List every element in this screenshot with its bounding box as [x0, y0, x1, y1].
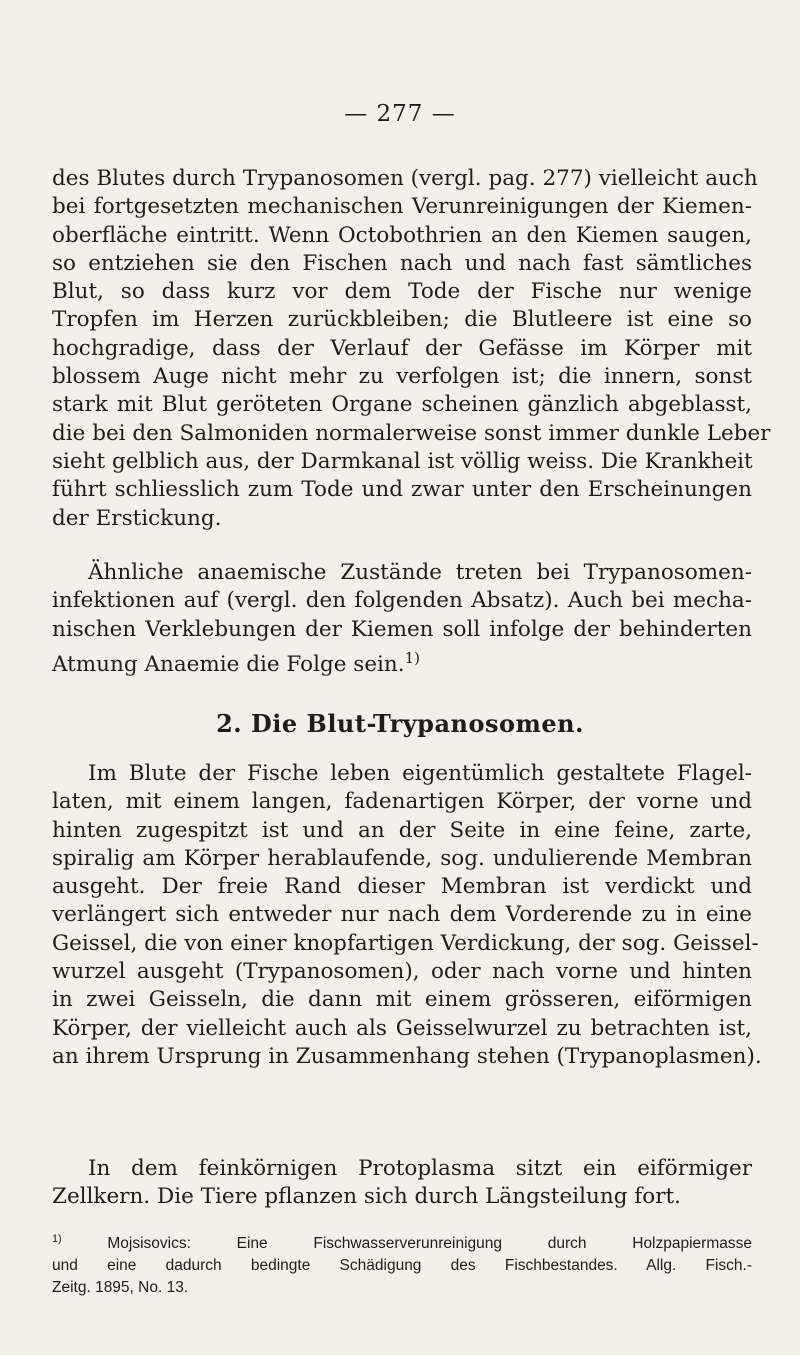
text-line: Tropfen im Herzen zurückbleiben; die Blutleere ist eine so: [52, 307, 752, 333]
text-line: stark mit Blut geröteten Organe scheinen gänzlich abgeblasst,: [52, 392, 752, 418]
paragraph-1: [52, 165, 771, 533]
text-line: nischen Verklebungen der Kiemen soll infolge der behinderten: [52, 616, 752, 642]
text-line: In dem feinkörnigen Protoplasma sitzt ein eiförmiger: [88, 1156, 752, 1181]
text-line-with-footnote: [52, 644, 752, 679]
text-line: laten, mit einem langen, fadenartigen Körper, der vorne und: [52, 789, 752, 815]
text-line: hochgradige, dass der Verlauf der Gefässe im Körper mit: [52, 335, 752, 361]
paragraph-2: [52, 559, 752, 679]
paragraph-3: [52, 760, 762, 1071]
text-line: ausgeht. Der freie Rand dieser Membran ist verdickt und: [52, 874, 752, 900]
text-line: Ähnliche anaemische Zustände treten bei Trypanosomen-: [88, 560, 752, 585]
footnote-line-with-marker: [52, 1228, 752, 1255]
paragraph-4: [52, 1155, 752, 1212]
text-line: des Blutes durch Trypanosomen (vergl. pag. 277) vielleicht auch: [52, 166, 758, 191]
text-line: Körper, der vielleicht auch als Geisselwurzel zu betrachten ist,: [52, 1015, 752, 1041]
text-line: oberfläche eintritt. Wenn Octobothrien an den Kiemen saugen,: [52, 222, 752, 248]
text-line: Im Blute der Fische leben eigentümlich gestaltete Flagel-: [88, 761, 752, 786]
footnote-marker: 1): [52, 1233, 62, 1245]
text-line: Zellkern. Die Tiere pflanzen sich durch Längsteilung fort.: [52, 1184, 681, 1210]
footnote-reference: 1): [404, 648, 421, 667]
footnote-line: und eine dadurch bedingte Schädigung des Fischbestandes. Allg. Fisch.-: [52, 1257, 752, 1275]
page-header: — 277 —: [344, 101, 456, 127]
text-line: infektionen auf (vergl. den folgenden Absatz). Auch bei mecha-: [52, 588, 752, 614]
footnote-line: Mojsisovics: Eine Fischwasserverunreinigung durch Holzpapiermasse: [107, 1235, 752, 1253]
text-line: blossem Auge nicht mehr zu verfolgen ist; die innern, sonst: [52, 364, 752, 390]
text-line: hinten zugespitzt ist und an der Seite in eine feine, zarte,: [52, 817, 752, 843]
section-title: 2. Die Blut-Trypanosomen.: [216, 709, 584, 738]
text-line: sieht gelblich aus, der Darmkanal ist völlig weiss. Die Krankheit: [52, 448, 753, 474]
text-line: die bei den Salmoniden normalerweise sonst immer dunkle Leber: [52, 420, 771, 446]
text-line: führt schliesslich zum Tode und zwar unter den Erscheinungen: [52, 477, 752, 503]
text-line: so entziehen sie den Fischen nach und nach fast sämtliches: [52, 250, 752, 276]
text-line: Blut, so dass kurz vor dem Tode der Fische nur wenige: [52, 279, 752, 305]
text-line: der Erstickung.: [52, 505, 222, 531]
text-line: wurzel ausgeht (Trypanosomen), oder nach vorne und hinten: [52, 959, 752, 985]
text-line: bei fortgesetzten mechanischen Verunreinigungen der Kiemen-: [52, 194, 752, 220]
footnote-line: Zeitg. 1895, No. 13.: [52, 1279, 189, 1297]
text-line: verlängert sich entweder nur nach dem Vorderende zu in eine: [52, 902, 752, 928]
text-line: in zwei Geisseln, die dann mit einem grösseren, eiförmigen: [52, 987, 752, 1013]
text-line: spiralig am Körper herablaufende, sog. undulierende Membran: [52, 845, 752, 871]
text-line: Geissel, die von einer knopfartigen Verdickung, der sog. Geissel-: [52, 930, 759, 956]
text-line: an ihrem Ursprung in Zusammenhang stehen (Trypanoplasmen).: [52, 1043, 762, 1069]
footnote: [52, 1228, 752, 1299]
text-line: Atmung Anaemie die Folge sein.: [52, 652, 405, 678]
